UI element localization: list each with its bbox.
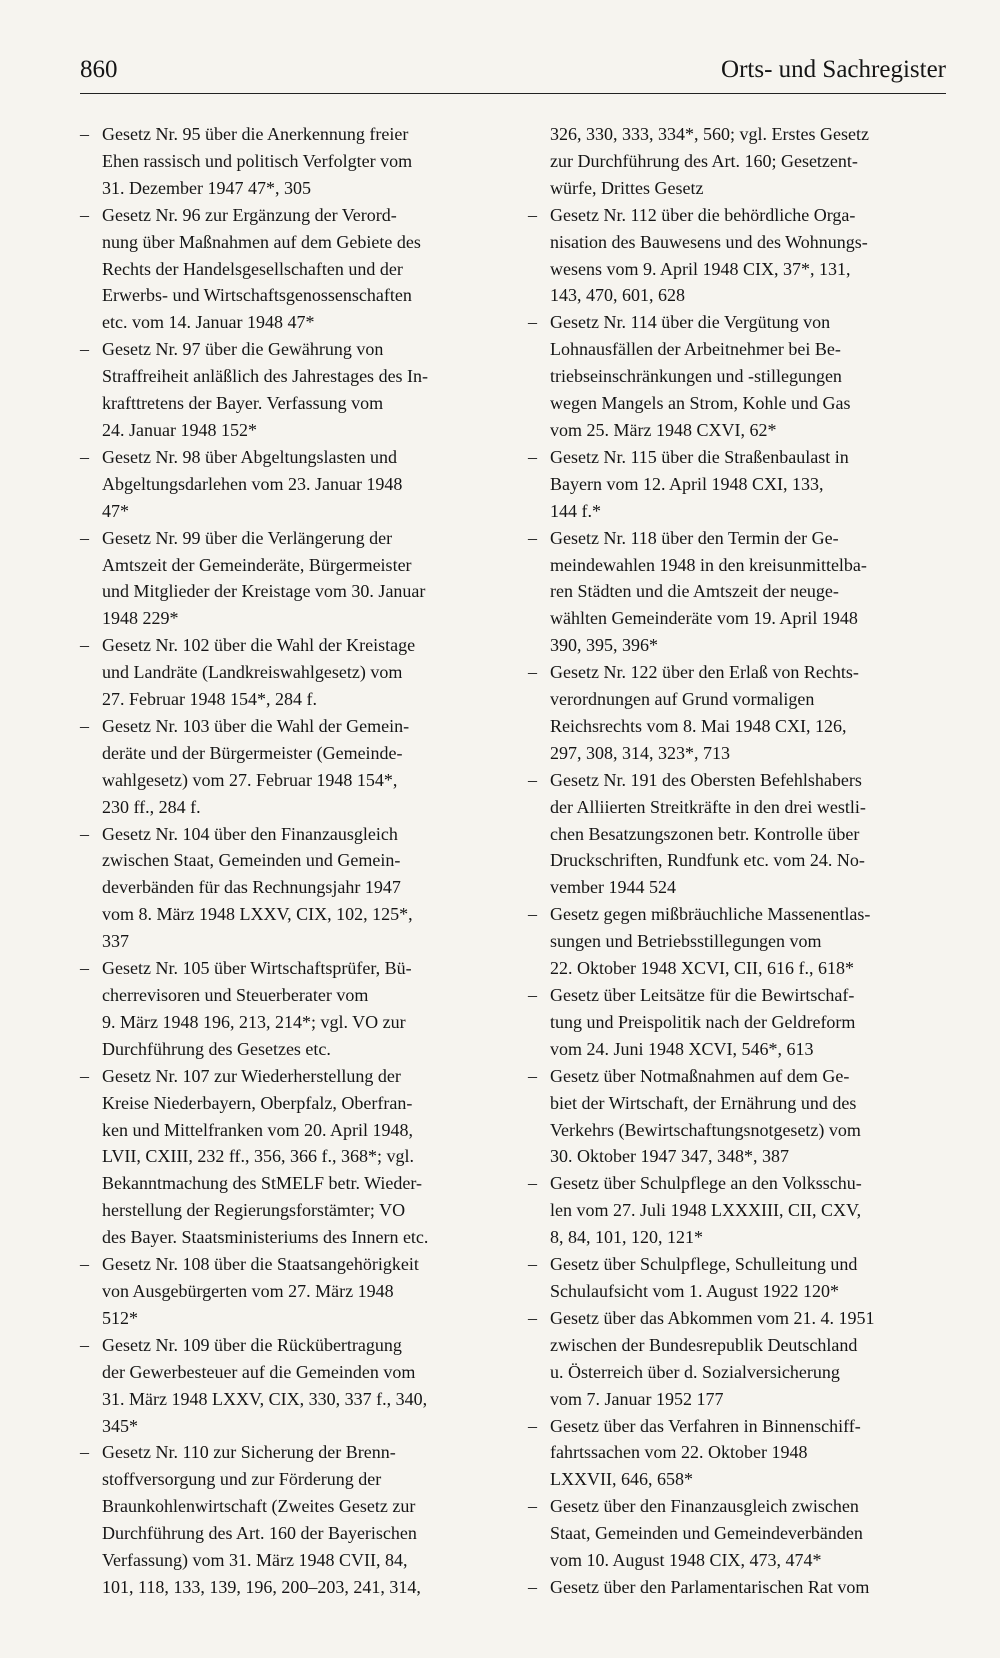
entry-dash: – — [80, 124, 89, 144]
entry-line: nisation des Bauwesens und des Wohnungs- — [550, 231, 868, 252]
entry-line: LVII, CXIII, 232 ff., 356, 366 f., 368*; vgl. — [102, 1146, 414, 1167]
entry-line: würfe, Drittes Gesetz — [550, 177, 704, 198]
entry-dash: – — [528, 312, 537, 333]
entry-line: zwischen der Bundesrepublik Deutschland — [550, 1334, 858, 1355]
index-entry — [528, 309, 946, 444]
index-entry — [80, 1332, 500, 1440]
index-entry — [80, 336, 500, 444]
entry-line: Gesetz Nr. 109 über die Rückübertragung — [102, 1334, 402, 1355]
entry-dash: – — [528, 446, 537, 467]
entry-line: Verkehrs (Bewirtschaftungsnotgesetz) vom — [550, 1119, 861, 1140]
entry-line: und Mitglieder der Kreistage vom 30. Januar — [102, 581, 426, 602]
entry-line: Gesetz über Notmaßnahmen auf dem Ge- — [550, 1065, 850, 1086]
entry-line: Gesetz über Leitsätze für die Bewirtschaf- — [550, 985, 855, 1005]
entry-line: Gesetz über das Verfahren in Binnenschiff- — [550, 1415, 861, 1436]
entry-line: 345* — [102, 1415, 138, 1436]
entry-line: Gesetz Nr. 98 über Abgeltungslasten und — [102, 446, 397, 467]
entry-line: Gesetz über den Finanzausgleich zwischen — [550, 1496, 859, 1517]
entry-line: 337 — [102, 931, 129, 952]
entry-dash: – — [80, 1442, 89, 1463]
entry-line: herstellung der Regierungsforstämter; VO — [102, 1200, 406, 1221]
entry-line: 1948 229* — [102, 608, 179, 629]
entry-line: Gesetz Nr. 103 über die Wahl der Gemein- — [102, 715, 410, 736]
entry-line: Verfassung) vom 31. März 1948 CVII, 84, — [102, 1550, 408, 1571]
entry-line: nung über Maßnahmen auf dem Gebiete des — [102, 231, 421, 252]
entry-line: Lohnausfällen der Arbeitnehmer bei Be- — [550, 339, 841, 360]
entry-line: wesens vom 9. April 1948 CIX, 37*, 131, — [550, 258, 851, 279]
entry-line: cherrevisoren und Steuerberater vom — [102, 985, 369, 1005]
entry-line: Gesetz über Schulpflege, Schulleitung und — [550, 1254, 858, 1275]
entry-dash: – — [80, 527, 89, 548]
index-entry — [528, 525, 946, 660]
entry-line: Druckschriften, Rundfunk etc. vom 24. No- — [550, 850, 865, 871]
page-header — [80, 55, 946, 94]
entry-line: ren Städten und die Amtszeit der neuge- — [550, 581, 839, 602]
entry-line: Gesetz Nr. 118 über den Termin der Ge- — [550, 527, 839, 548]
entry-line: LXXVII, 646, 658* — [550, 1469, 693, 1490]
index-entry — [528, 901, 946, 982]
entry-line: 24. Januar 1948 152* — [102, 419, 257, 440]
entry-line: zur Durchführung des Art. 160; Gesetzent- — [550, 150, 858, 171]
index-entry — [528, 767, 946, 902]
entry-line: meindewahlen 1948 in den kreisunmittelba- — [550, 554, 867, 575]
entry-dash: – — [528, 769, 537, 790]
index-entry — [80, 821, 500, 956]
entry-line: und Landräte (Landkreiswahlgesetz) vom — [102, 662, 403, 683]
entry-line: zwischen Staat, Gemeinden und Gemein- — [102, 850, 401, 871]
entry-line: Gesetz Nr. 99 über die Verlängerung der — [102, 527, 393, 548]
entry-line: vember 1944 524 — [550, 877, 676, 898]
entry-line: Gesetz gegen mißbräuchliche Massenentlas- — [550, 904, 871, 925]
index-entry — [80, 713, 500, 821]
entry-dash: – — [528, 527, 537, 548]
entry-dash: – — [528, 1307, 537, 1328]
running-title: Orts- und Sachregister — [721, 56, 946, 83]
index-entry — [80, 1439, 500, 1600]
index-entry — [528, 1305, 946, 1413]
index-column-right — [528, 121, 946, 1601]
entry-line: 8, 84, 101, 120, 121* — [550, 1227, 703, 1248]
entry-line: der Gewerbesteuer auf die Gemeinden vom — [102, 1361, 416, 1382]
entry-line: biet der Wirtschaft, der Ernährung und des — [550, 1092, 857, 1113]
entry-line: von Ausgebürgerten vom 27. März 1948 — [102, 1280, 394, 1301]
entry-line: deverbänden für das Rechnungsjahr 1947 — [102, 877, 401, 898]
entry-line: Gesetz Nr. 104 über den Finanzausgleich — [102, 823, 398, 844]
entry-line: 390, 395, 396* — [550, 635, 658, 656]
entry-line: ken und Mittelfranken vom 20. April 1948, — [102, 1119, 413, 1140]
entry-dash: – — [80, 823, 89, 844]
entry-dash: – — [528, 1496, 537, 1517]
entry-line: Staat, Gemeinden und Gemeindeverbänden — [550, 1523, 863, 1544]
entry-line: Gesetz Nr. 110 zur Sicherung der Brenn- — [102, 1442, 396, 1463]
page-number: 860 — [80, 56, 118, 83]
index-entry — [80, 955, 500, 1063]
entry-dash: – — [528, 204, 537, 225]
entry-line: len vom 27. Juli 1948 LXXXIII, CII, CXV, — [550, 1200, 862, 1221]
entry-line: Rechts der Handelsgesellschaften und der — [102, 258, 403, 279]
entry-line: vom 7. Januar 1952 177 — [550, 1388, 724, 1409]
entry-line: Gesetz über Schulpflege an den Volksschu- — [550, 1173, 862, 1194]
entry-line: Gesetz Nr. 102 über die Wahl der Kreistage — [102, 635, 416, 656]
entry-line: des Bayer. Staatsministeriums des Innern etc. — [102, 1227, 429, 1248]
entry-line: 143, 470, 601, 628 — [550, 285, 685, 306]
index-entry — [80, 444, 500, 525]
entry-line: vom 8. März 1948 LXXV, CIX, 102, 125*, — [102, 904, 413, 925]
entry-dash: – — [528, 662, 537, 683]
entry-line: Gesetz Nr. 105 über Wirtschaftsprüfer, Bü- — [102, 958, 412, 979]
entry-line: sungen und Betriebsstillegungen vom — [550, 931, 822, 952]
entry-line: wegen Mangels an Strom, Kohle und Gas — [550, 393, 851, 414]
index-entry — [80, 632, 500, 713]
index-entry — [528, 659, 946, 767]
entry-line: Schulaufsicht vom 1. August 1922 120* — [550, 1280, 839, 1301]
entry-dash: – — [528, 985, 537, 1005]
entry-line: u. Österreich über d. Sozialversicherung — [550, 1361, 840, 1382]
entry-line: vom 25. März 1948 CXVI, 62* — [550, 419, 777, 440]
entry-line: tung und Preispolitik nach der Geldreform — [550, 1011, 856, 1032]
entry-line: vom 10. August 1948 CIX, 473, 474* — [550, 1550, 822, 1571]
entry-line: Gesetz Nr. 108 über die Staatsangehörigkeit — [102, 1254, 419, 1275]
entry-dash: – — [80, 635, 89, 656]
index-entry — [528, 1251, 946, 1305]
entry-line: Gesetz Nr. 96 zur Ergänzung der Verord- — [102, 204, 397, 225]
entry-line: Erwerbs- und Wirtschaftsgenossenschaften — [102, 285, 412, 306]
index-entry — [528, 1413, 946, 1494]
entry-line: 9. März 1948 196, 213, 214*; vgl. VO zur — [102, 1011, 406, 1032]
entry-line: Gesetz Nr. 107 zur Wiederherstellung der — [102, 1065, 401, 1086]
entry-dash: – — [528, 1254, 537, 1275]
entry-dash: – — [80, 958, 89, 979]
index-entry — [528, 202, 946, 310]
entry-line: Gesetz über das Abkommen vom 21. 4. 1951 — [550, 1307, 875, 1328]
entry-line: 512* — [102, 1307, 138, 1328]
index-entry — [528, 1574, 946, 1601]
entry-line: Straffreiheit anläßlich des Jahrestages des In- — [102, 366, 429, 387]
entry-line: Bayern vom 12. April 1948 CXI, 133, — [550, 473, 824, 494]
index-entry — [528, 982, 946, 1063]
entry-line: Durchführung des Gesetzes etc. — [102, 1038, 331, 1059]
entry-line: Gesetz Nr. 122 über den Erlaß von Rechts- — [550, 662, 859, 683]
entry-line: 30. Oktober 1947 347, 348*, 387 — [550, 1146, 789, 1167]
entry-dash: – — [80, 1334, 89, 1355]
entry-line: Gesetz Nr. 191 des Obersten Befehlshabers — [550, 769, 862, 790]
index-entry — [528, 444, 946, 525]
entry-dash: – — [528, 904, 537, 925]
index-entry — [80, 1063, 500, 1251]
entry-dash: – — [80, 1065, 89, 1086]
entry-line: chen Besatzungszonen betr. Kontrolle über — [550, 823, 860, 844]
entry-dash: – — [528, 1415, 537, 1436]
entry-dash: – — [528, 1576, 537, 1597]
entry-line: Reichsrechts vom 8. Mai 1948 CXI, 126, — [550, 715, 847, 736]
entry-line: deräte und der Bürgermeister (Gemeinde- — [102, 742, 403, 763]
index-entry — [528, 1493, 946, 1574]
entry-line: 297, 308, 314, 323*, 713 — [550, 742, 730, 763]
entry-line: 230 ff., 284 f. — [102, 796, 201, 817]
entry-line: vom 24. Juni 1948 XCVI, 546*, 613 — [550, 1038, 814, 1059]
index-entry — [80, 525, 500, 633]
entry-continuation — [528, 121, 946, 202]
entry-dash: – — [80, 715, 89, 736]
entry-dash: – — [80, 1254, 89, 1275]
entry-line: 47* — [102, 500, 129, 521]
entry-line: etc. vom 14. Januar 1948 47* — [102, 312, 315, 333]
entry-line: triebseinschränkungen und -stillegungen — [550, 366, 842, 387]
entry-line: Gesetz Nr. 112 über die behördliche Orga- — [550, 204, 856, 225]
entry-dash: – — [528, 1173, 537, 1194]
entry-line: 144 f.* — [550, 500, 601, 521]
index-entry — [80, 1251, 500, 1332]
entry-dash: – — [80, 204, 89, 225]
entry-line: wählten Gemeinderäte vom 19. April 1948 — [550, 608, 858, 629]
entry-line: der Alliierten Streitkräfte in den drei westli- — [550, 796, 866, 817]
entry-dash: – — [528, 1065, 537, 1086]
entry-line: Gesetz Nr. 97 über die Gewährung von — [102, 339, 384, 360]
entry-line: fahrtssachen vom 22. Oktober 1948 — [550, 1442, 808, 1463]
entry-line: Durchführung des Art. 160 der Bayerischen — [102, 1523, 417, 1544]
entry-line: krafttretens der Bayer. Verfassung vom — [102, 393, 384, 414]
entry-line: 31. März 1948 LXXV, CIX, 330, 337 f., 340, — [102, 1388, 428, 1409]
index-entry — [528, 1063, 946, 1171]
entry-line: Abgeltungsdarlehen vom 23. Januar 1948 — [102, 473, 403, 494]
entry-dash: – — [80, 446, 89, 467]
index-entry — [80, 202, 500, 337]
entry-line: Gesetz Nr. 95 über die Anerkennung freier — [102, 124, 409, 144]
entry-line: Kreise Niederbayern, Oberpfalz, Oberfran- — [102, 1092, 413, 1113]
entry-line: 101, 118, 133, 139, 196, 200–203, 241, 314, — [102, 1576, 421, 1597]
entry-dash: – — [80, 339, 89, 360]
entry-line: Gesetz Nr. 115 über die Straßenbaulast in — [550, 446, 849, 467]
entry-line: Gesetz Nr. 114 über die Vergütung von — [550, 312, 831, 333]
entry-line: verordnungen auf Grund vormaligen — [550, 689, 815, 710]
entry-line: wahlgesetz) vom 27. Februar 1948 154*, — [102, 769, 398, 790]
index-column-left — [80, 121, 500, 1601]
entry-line: Ehen rassisch und politisch Verfolgter vom — [102, 150, 413, 171]
entry-line: Amtszeit der Gemeinderäte, Bürgermeister — [102, 554, 412, 575]
entry-line: Braunkohlenwirtschaft (Zweites Gesetz zur — [102, 1496, 416, 1517]
entry-line: 31. Dezember 1947 47*, 305 — [102, 177, 311, 198]
entry-line: Bekanntmachung des StMELF betr. Wieder- — [102, 1173, 423, 1194]
entry-line: 27. Februar 1948 154*, 284 f. — [102, 689, 317, 710]
entry-line: 22. Oktober 1948 XCVI, CII, 616 f., 618* — [550, 958, 854, 979]
entry-line: 326, 330, 333, 334*, 560; vgl. Erstes Gesetz — [550, 124, 869, 144]
entry-line: stoffversorgung und zur Förderung der — [102, 1469, 382, 1490]
index-entry — [80, 121, 500, 202]
entry-line: Gesetz über den Parlamentarischen Rat vom — [550, 1576, 870, 1597]
index-entry — [528, 1170, 946, 1251]
